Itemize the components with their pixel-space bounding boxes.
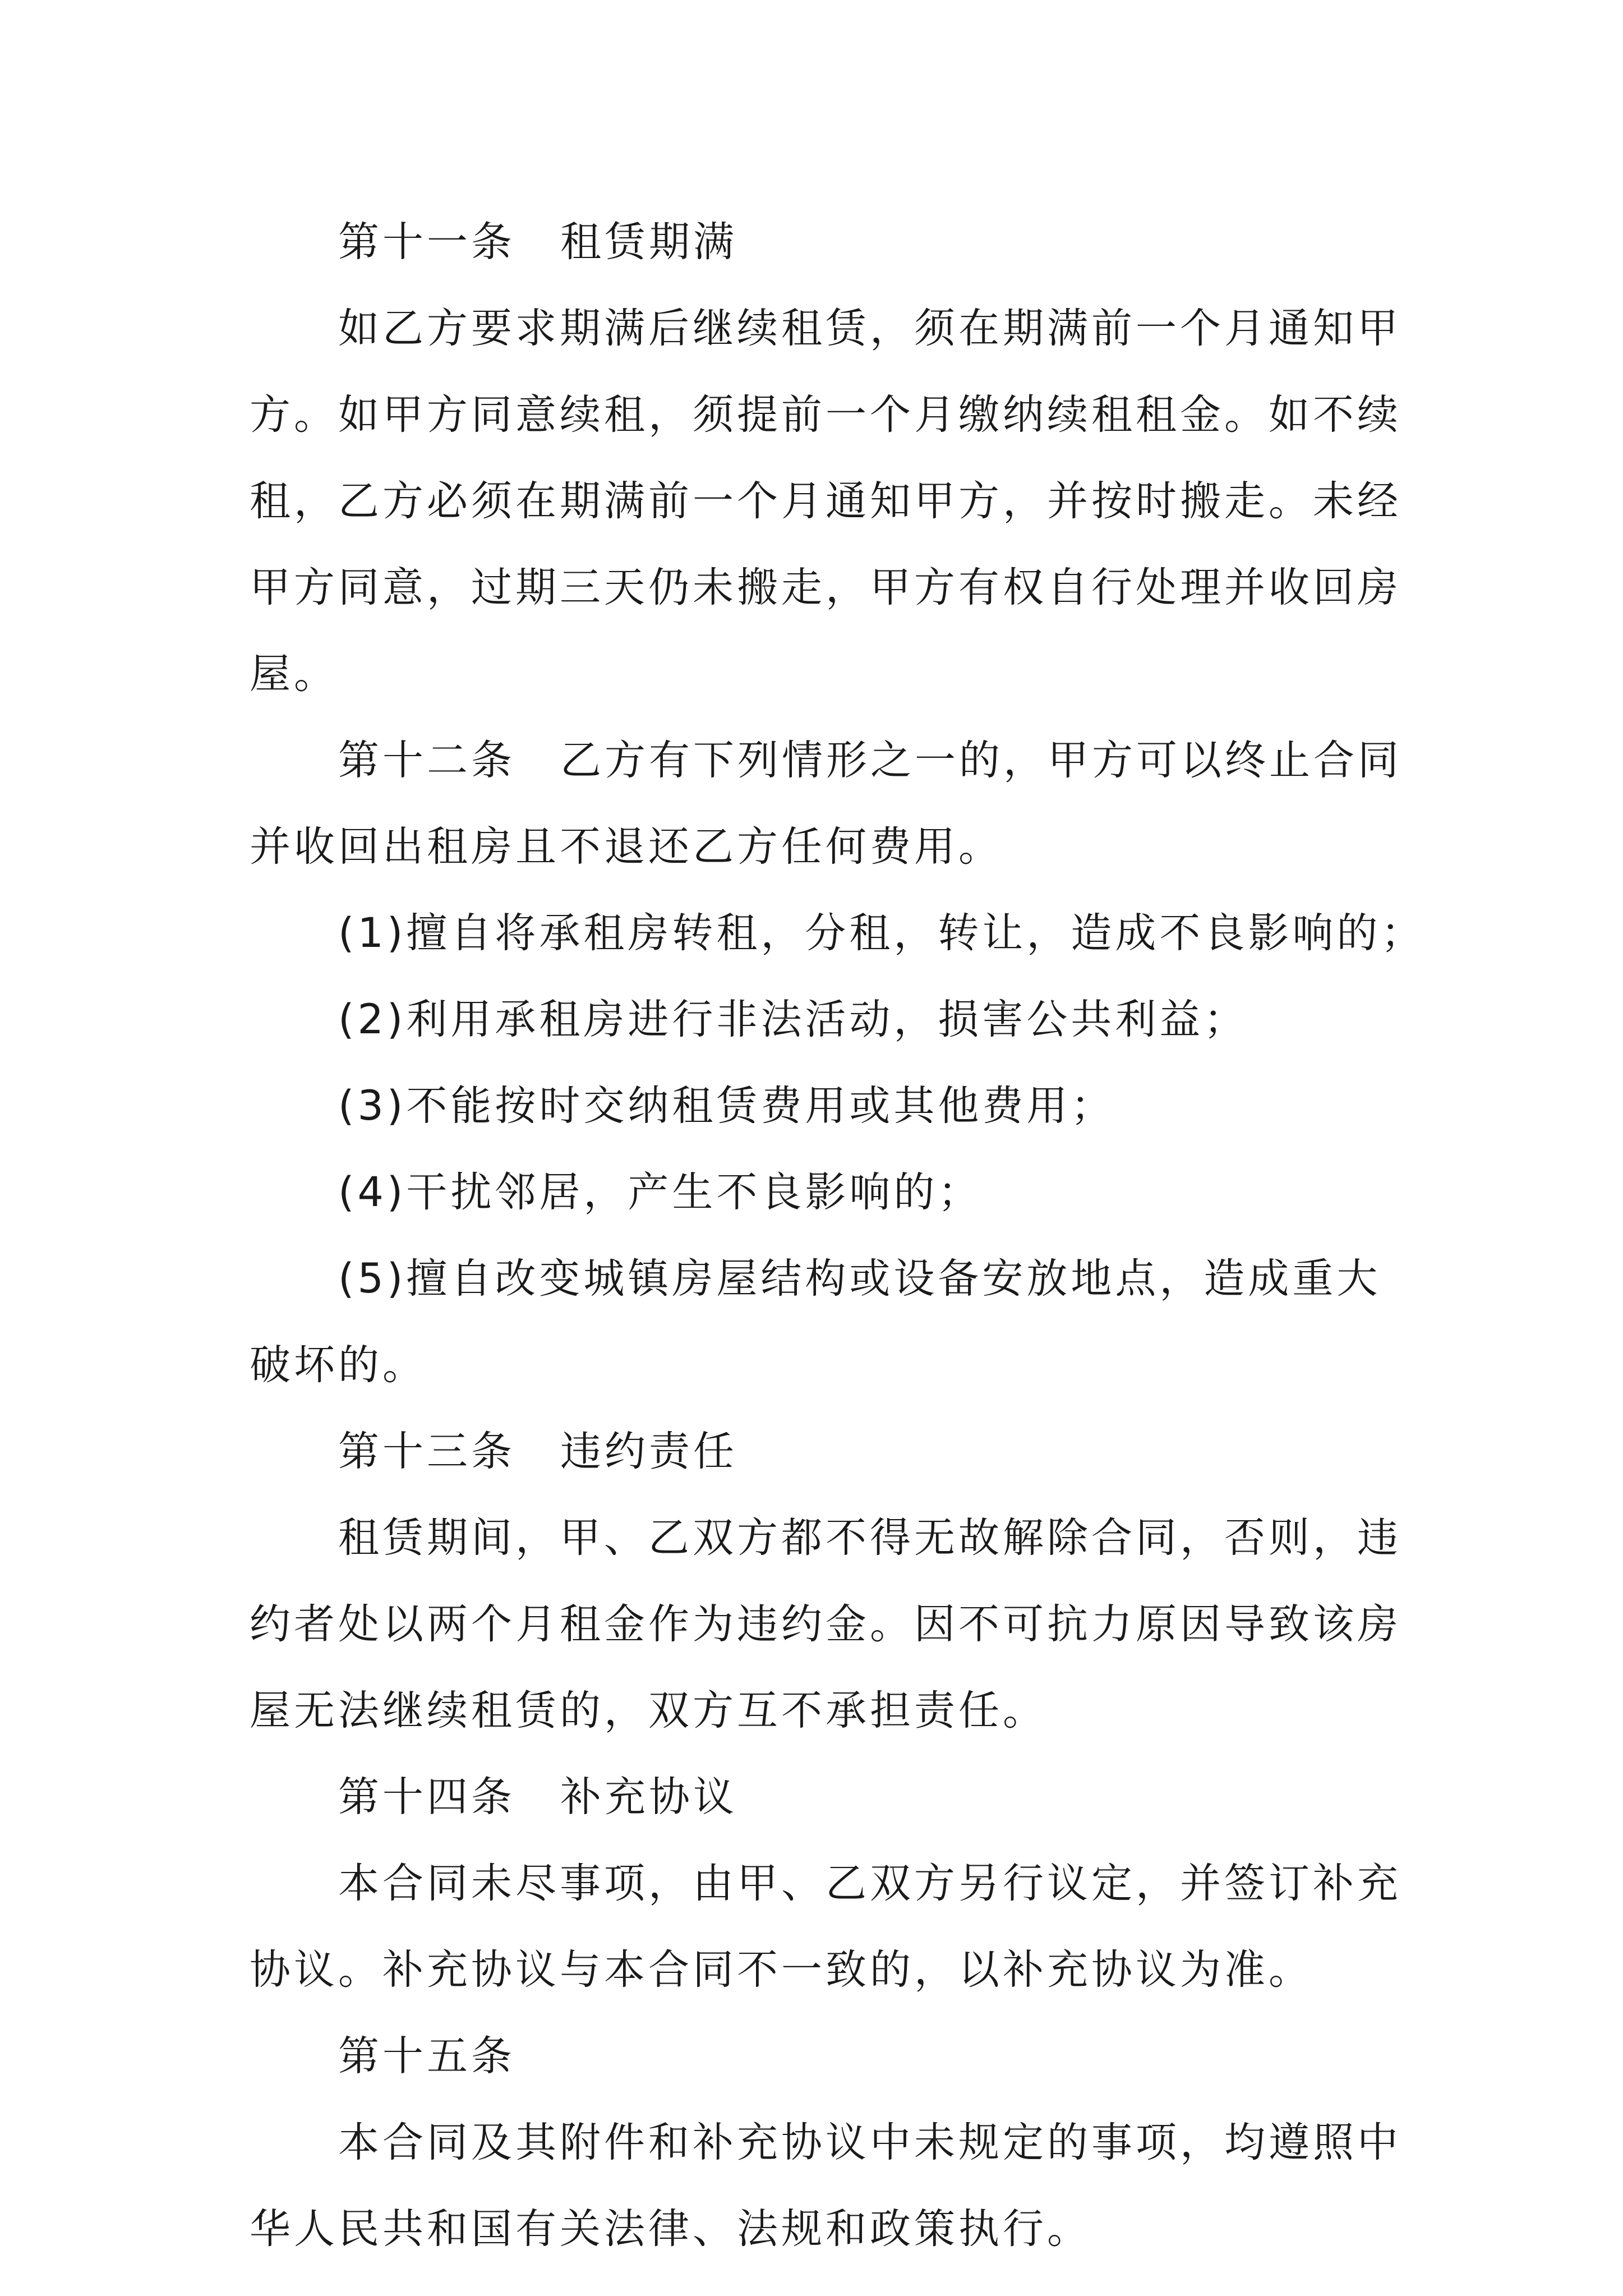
article-15-line-1: 本合同及其附件和补充协议中未规定的事项，均遵照中 [338, 2119, 1401, 2166]
article-12-title: 乙方有下列情形之一的，甲方可以终止合同 [560, 737, 1402, 784]
article-11-number: 第十一条 [338, 218, 515, 266]
article-14-line-1: 本合同未尽事项，由甲、乙双方另行议定，并签订补充 [338, 1860, 1401, 1907]
article-14-number: 第十四条 [338, 1773, 515, 1821]
article-11-heading [250, 199, 1382, 286]
article-12-item-1: (1)擅自将承租房转租，分租，转让，造成不良影响的； [338, 909, 1426, 957]
article-11-line-1: 如乙方要求期满后继续租赁，须在期满前一个月通知甲 [338, 305, 1401, 352]
article-12-heading-cont: 并收回出租房且不退还乙方任何费用。 [250, 823, 1003, 871]
article-14-line-2: 协议。补充协议与本合同不一致的，以补充协议为准。 [250, 1946, 1313, 1994]
article-13-title: 违约责任 [560, 1428, 737, 1475]
article-15-line-2: 华人民共和国有关法律、法规和政策执行。 [250, 2205, 1091, 2253]
article-14-heading [250, 1754, 1382, 1841]
article-14-title: 补充协议 [560, 1773, 737, 1821]
article-13-number: 第十三条 [338, 1428, 515, 1475]
article-15-number: 第十五条 [338, 2032, 515, 2080]
article-15-heading [250, 2013, 1382, 2100]
article-12-item-3: (3)不能按时交纳租赁费用或其他费用； [338, 1082, 1115, 1130]
article-13-line-3: 屋无法继续租赁的，双方互不承担责任。 [250, 1687, 1047, 1734]
article-11-line-3: 租，乙方必须在期满前一个月通知甲方，并按时搬走。未经 [250, 477, 1401, 525]
article-12-item-2: (2)利用承租房进行非法活动，损害公共利益； [338, 996, 1248, 1043]
article-12-item-5: (5)擅自改变城镇房屋结构或设备安放地点，造成重大 [338, 1255, 1381, 1303]
article-11-line-4: 甲方同意，过期三天仍未搬走，甲方有权自行处理并收回房 [250, 564, 1401, 611]
article-13-line-2: 约者处以两个月租金作为违约金。因不可抗力原因导致该房 [250, 1600, 1401, 1648]
article-12-item-4: (4)干扰邻居，产生不良影响的； [338, 1168, 983, 1216]
article-13-line-1: 租赁期间，甲、乙双方都不得无故解除合同，否则，违 [338, 1514, 1401, 1562]
document-body [250, 199, 1426, 2272]
article-12-item-5-cont: 破坏的。 [250, 1341, 427, 1389]
article-13-heading [250, 1409, 1382, 1495]
article-12-heading [250, 717, 1402, 804]
article-12-number: 第十二条 [338, 737, 515, 784]
article-11-line-5: 屋。 [250, 650, 338, 698]
article-11-line-2: 方。如甲方同意续租，须提前一个月缴纳续租租金。如不续 [250, 391, 1401, 439]
article-11-title: 租赁期满 [560, 218, 737, 266]
